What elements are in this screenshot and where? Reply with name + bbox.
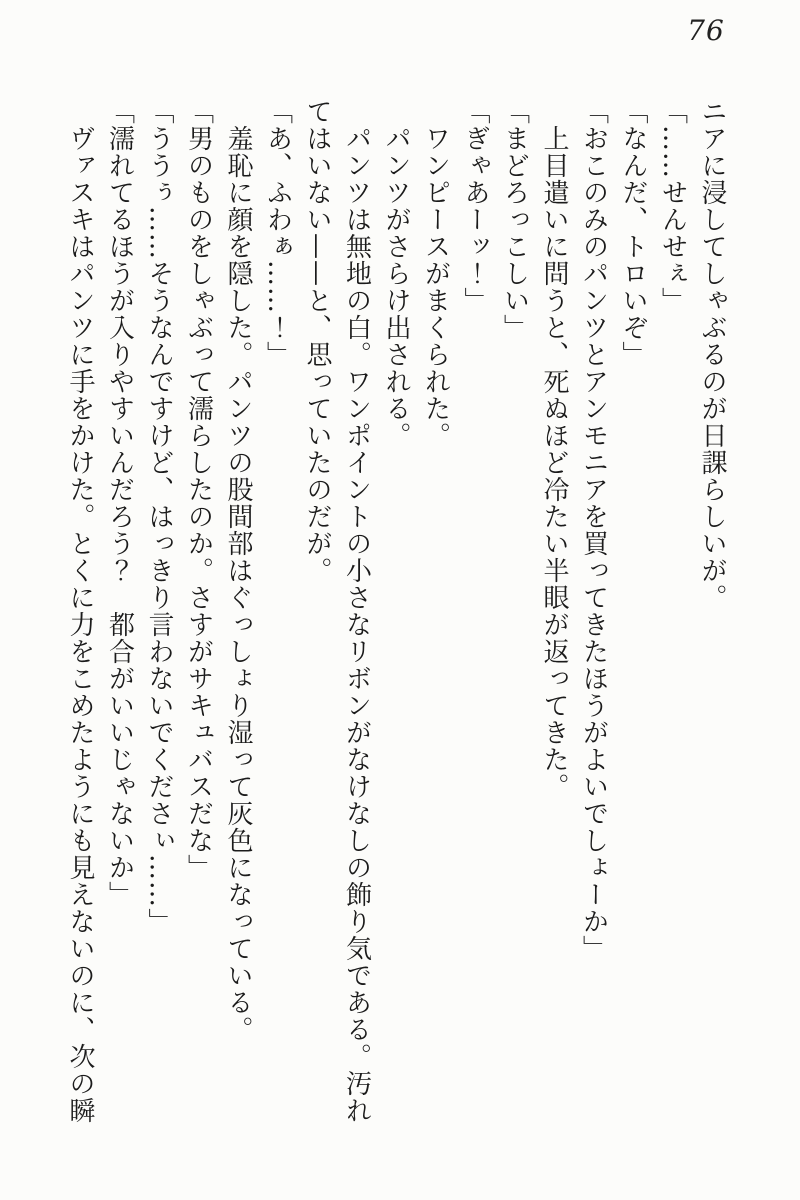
text-column: パンツがさらけ出される。	[381, 98, 411, 449]
text-column: ヴァスキはパンツに手をかけた。とくに力をこめたようにも見えないのに、次の瞬	[65, 98, 95, 1124]
text-column: 「なんだ、トロいぞ」	[618, 98, 648, 368]
text-column: てはいない——と、思っていたのだが。	[302, 98, 332, 584]
text-column: ワンピースがまくられた。	[420, 98, 451, 449]
text-column: 上目遣いに問うと、死ぬほど冷たい半眼が返ってきた。	[539, 98, 569, 800]
text-column: ニアに浸してしゃぶるのが日課らしいが。	[697, 98, 727, 611]
text-column: 「濡れてるほうが入りやすいんだろう？ 都合がいいじゃないか」	[104, 98, 135, 908]
text-column: 「おこのみのパンツとアンモニアを買ってきたほうがよいでしょーか」	[578, 98, 609, 962]
text-column: 「……せんせぇ」	[657, 98, 688, 314]
text-column: パンツは無地の白。ワンポイントの小さなリボンがなけなしの飾り気である。汚れ	[341, 98, 372, 1124]
text-column: 「男のものをしゃぶって濡らしたのか。さすがサキュバスだな」	[183, 98, 214, 881]
text-column: 「ううぅ……そうなんですけど、はっきり言わないでくださぃ……」	[144, 98, 174, 935]
text-column: 羞恥に顔を隠した。パンツの股間部はぐっしょり湿って灰色になっている。	[223, 98, 253, 1043]
text-column: 「ぎゃあーッ！」	[460, 98, 490, 314]
text-body	[60, 98, 732, 1146]
text-column: 「まどろっこしい」	[499, 98, 530, 341]
page-number: 76	[687, 14, 725, 47]
text-column: 「あ、ふわぁ……！」	[262, 98, 293, 368]
